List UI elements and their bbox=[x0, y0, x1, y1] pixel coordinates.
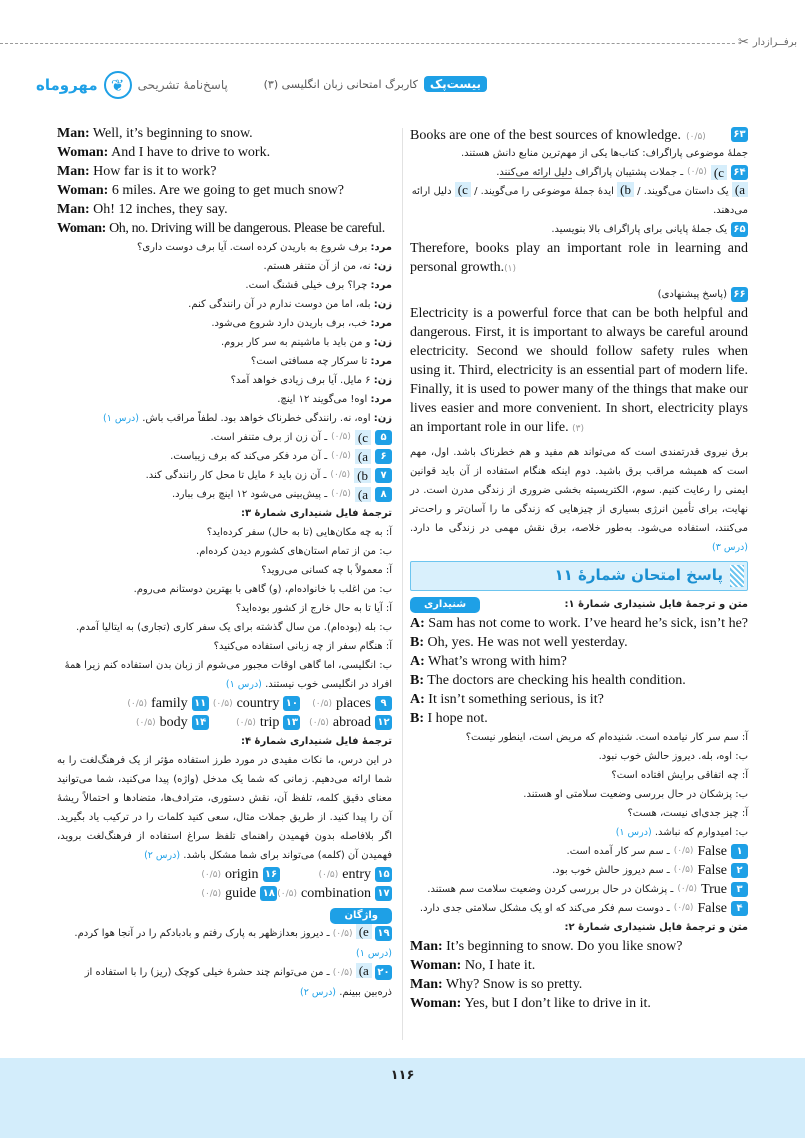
lesson-ref: (درس ۱) bbox=[103, 413, 139, 424]
line-text: Sam has not come to work. I’ve heard he’s sick, isn’t he? bbox=[428, 616, 748, 631]
mc-answer bbox=[57, 466, 392, 485]
vocab-number: ۱۴ bbox=[192, 715, 209, 730]
dialogue-line bbox=[57, 181, 392, 200]
dialogue1-line bbox=[410, 690, 748, 709]
vocab-score: (۰/۵) bbox=[127, 698, 148, 709]
mc-option: c) bbox=[355, 430, 371, 445]
tf-answer bbox=[410, 899, 748, 918]
line-text: اوه، نه. رانندگی خطرناک خواهد بود. لطفاً مراقب باش. bbox=[142, 413, 371, 424]
translation-line: آ: چه اتفاقی برایش افتاده است؟ bbox=[611, 770, 748, 781]
line-text: I hope not. bbox=[427, 711, 488, 726]
speaker: A: bbox=[410, 616, 425, 631]
translation-line bbox=[57, 238, 392, 257]
dialogue-line bbox=[57, 200, 392, 219]
translation-line bbox=[57, 390, 392, 409]
butterfly-icon: ❦ bbox=[104, 71, 132, 99]
line-text: It’s beginning to snow. Do you like snow? bbox=[446, 939, 683, 954]
vocab-answer bbox=[277, 884, 392, 903]
vocab-score: (۰/۵) bbox=[318, 869, 339, 880]
mc-answer bbox=[57, 447, 392, 466]
vocab-score: (۰/۵) bbox=[309, 717, 329, 728]
mc-answers bbox=[57, 428, 392, 504]
q19-number: ۱۹ bbox=[375, 926, 392, 941]
speaker: A: bbox=[410, 692, 425, 707]
speaker: Man: bbox=[410, 939, 443, 954]
tf-value: True bbox=[701, 882, 727, 897]
q65-answer-wrap bbox=[410, 239, 748, 279]
mc-option: b) bbox=[354, 468, 371, 483]
q65-prompt: یک جملهٔ پایانی برای پاراگراف بالا بنویسید. bbox=[551, 224, 727, 235]
vocab-number: ۱۸ bbox=[260, 886, 277, 901]
q64-row bbox=[410, 163, 748, 182]
line-text: نه، من از آن متنفر هستم. bbox=[263, 261, 371, 272]
translation-line bbox=[57, 656, 392, 694]
vocab-answer bbox=[167, 884, 277, 903]
true-false-answers bbox=[410, 842, 748, 918]
speaker: Man: bbox=[57, 164, 90, 179]
line-text: Oh, no. Driving will be dangerous. Please be careful. bbox=[109, 221, 385, 236]
speaker: A: bbox=[410, 654, 425, 669]
page-number: ۱۱۶ bbox=[390, 1068, 415, 1083]
line-text: تا سرکار چه مسافتی است؟ bbox=[250, 356, 368, 367]
tf-score: (۰/۵) bbox=[677, 884, 698, 894]
q66-row bbox=[410, 285, 748, 304]
vocab-word: places bbox=[336, 695, 371, 711]
translation-line: ب: پزشکان در حال بررسی وضعیت سلامتی او هستند. bbox=[523, 789, 748, 800]
q64-option: c) bbox=[711, 165, 727, 180]
translation-line: ب: اوه، بله. دیروز حالش خوب نبود. bbox=[598, 751, 748, 762]
dialogue1-line bbox=[410, 633, 748, 652]
cut-line bbox=[0, 43, 755, 44]
vocab-word: country bbox=[236, 695, 280, 711]
listening-tag: شنیداری bbox=[410, 597, 480, 613]
translation-line: آ: به چه مکان‌هایی (تا به حال) سفر کرده‌اید؟ bbox=[206, 527, 392, 538]
vocab-tag-row bbox=[57, 903, 392, 924]
translation-line: ب: بله (بوده‌ام). من سال گذشته برای یک سفر کاری (تجاری) به ایتالیا آمدم. bbox=[75, 622, 392, 633]
listening4-translation: در این درس، ما نکات مفیدی در مورد طرز استفاده مؤثر از یک فرهنگ‌لغت را به شما ارائه می‌دهیم. زمانی که شما یک مدخل (واژه) پیدا می‌کنید، شما می‌توانید معنای دقیق کلمه، تلفظ آن، نقش دستوری، مترادف‌ها، متضادها و احتمالاً ریشهٔ آن را پیدا کنید. از طریق جملات مثال، سعی کنید کلمات را در ترکیب یاد بگیرید. اگر بلافاصله بدون فهمیدن راهنمای تلفظ سراغ استفاده از فرهنگ‌لغت بروید، فهمیدن آن (کلمه) می‌تواند برای شما مشکل باشد. bbox=[57, 755, 392, 861]
line-text: Oh! 12 inches, they say. bbox=[93, 202, 228, 217]
translation-line bbox=[57, 257, 392, 276]
q64-opt-b-text: ایدهٔ جملهٔ موضوعی را می‌گویند. / bbox=[474, 186, 614, 197]
listening2-heading: متن و ترجمهٔ فایل شنیداری شمارهٔ ۲: bbox=[564, 922, 748, 933]
line-text: Why? Snow is so pretty. bbox=[445, 977, 583, 992]
q63-row bbox=[410, 124, 748, 144]
tf-explanation: ـ سم سر کار آمده است. bbox=[566, 846, 670, 857]
vocab-number: ۱۲ bbox=[375, 715, 392, 730]
speaker: مرد: bbox=[370, 280, 392, 291]
vocab-answer bbox=[209, 713, 301, 732]
cut-label bbox=[735, 35, 797, 50]
tf-number: ۲ bbox=[731, 863, 748, 878]
dialogue3-translation bbox=[57, 523, 392, 694]
line-text: Yes, but I don’t like to drive in it. bbox=[464, 996, 651, 1011]
line-text: چرا؟ برف خیلی قشنگ است. bbox=[245, 280, 368, 291]
translation-line bbox=[57, 352, 392, 371]
translation-text: ب: امیدوارم که نباشد. bbox=[654, 827, 748, 838]
line-text: The doctors are checking his health condition. bbox=[427, 673, 686, 688]
vocab-answers-row2 bbox=[57, 713, 392, 732]
lesson-ref: (درس ۱) bbox=[615, 827, 652, 838]
mc-score: (۰/۵) bbox=[330, 470, 351, 480]
translation-line bbox=[57, 371, 392, 390]
q65-answer: Therefore, books play an important role in learning and personal growth. bbox=[410, 241, 748, 275]
dialogue2-translation bbox=[57, 238, 392, 428]
speaker: Woman: bbox=[57, 183, 109, 198]
line-text: ۶ مایل. آیا برف زیادی خواهد آمد؟ bbox=[230, 375, 371, 386]
tf-answer bbox=[410, 861, 748, 880]
vocab-answer bbox=[117, 694, 209, 713]
q64-number: ۶۴ bbox=[731, 165, 748, 180]
answer-key-label: پاسخ‌نامهٔ تشریحی bbox=[137, 78, 228, 92]
vocab-word: entry bbox=[342, 866, 371, 882]
vocab-score: (۰/۵) bbox=[135, 717, 156, 728]
q66-translation-wrap bbox=[410, 443, 748, 557]
dialogue-line bbox=[57, 162, 392, 181]
tf-explanation: ـ سم دیروز حالش خوب بود. bbox=[552, 865, 670, 876]
vocab-answer bbox=[209, 694, 301, 713]
speaker: مرد: bbox=[370, 242, 392, 253]
line-text: No, I hate it. bbox=[464, 958, 536, 973]
mc-explanation: ـ آن زن باید ۶ مایل تا محل کار رانندگی کند. bbox=[145, 470, 327, 481]
speaker: Man: bbox=[57, 126, 90, 141]
line-text: اوه! می‌گویند ۱۲ اینچ. bbox=[277, 394, 368, 405]
line-text: 6 miles. Are we going to get much snow? bbox=[111, 183, 344, 198]
dialogue-line bbox=[57, 143, 392, 162]
speaker: B: bbox=[410, 673, 424, 688]
dialogue2-line bbox=[410, 994, 748, 1013]
vocab-number: ۱۷ bbox=[375, 886, 392, 901]
q19-score: (۰/۵) bbox=[332, 929, 353, 939]
speaker: B: bbox=[410, 635, 424, 650]
q64-opt-a: a) bbox=[732, 182, 748, 197]
column-divider bbox=[402, 128, 403, 1040]
cut-label-text: برفــرازدار bbox=[752, 37, 797, 48]
line-text: بله، اما من دوست ندارم در آن رانندگی کنم. bbox=[188, 299, 371, 310]
vocab-word: body bbox=[159, 714, 188, 730]
mc-explanation: ـ آن مرد فکر می‌کند که برف زیباست. bbox=[170, 451, 328, 462]
line-text: Oh, yes. He was not well yesterday. bbox=[427, 635, 628, 650]
dialogue1 bbox=[410, 614, 748, 728]
speaker: زن: bbox=[373, 375, 392, 386]
translation-line-last bbox=[410, 823, 748, 842]
translation-line: آ: چیز جدی‌ای نیست، هست؟ bbox=[627, 808, 748, 819]
q64-text-pre: ـ جملات پشتیبان پاراگراف bbox=[575, 167, 684, 178]
line-text: خب، برف باریدن دارد شروع می‌شود. bbox=[211, 318, 368, 329]
q66-lesson: (درس ۳) bbox=[712, 542, 748, 553]
mc-option: a) bbox=[355, 449, 371, 464]
listening1-heading-row bbox=[410, 595, 748, 614]
vocab-word: trip bbox=[259, 714, 280, 730]
tf-value: False bbox=[697, 863, 727, 878]
line-text: And I have to drive to work. bbox=[111, 145, 271, 160]
vocab-word: abroad bbox=[332, 714, 371, 730]
translation-line bbox=[57, 314, 392, 333]
vocab-number: ۱۰ bbox=[283, 696, 300, 711]
q19-row bbox=[57, 924, 392, 963]
dialogue1-line bbox=[410, 652, 748, 671]
mc-score: (۰/۵) bbox=[331, 451, 351, 461]
dialogue2-line bbox=[410, 975, 748, 994]
vocab-number: ۱۱ bbox=[192, 696, 209, 711]
q20-score: (۰/۵) bbox=[332, 968, 353, 978]
translation-text: ب: انگلیسی، اما گاهی اوقات مجبور می‌شوم از زبان بدن استفاده کنم زیرا همهٔ افراد در انگلیسی خوب نیستند. bbox=[64, 660, 392, 690]
book-pill: بیست‌پک bbox=[424, 76, 487, 92]
tf-number: ۴ bbox=[731, 901, 748, 916]
dialogue-line bbox=[57, 124, 392, 143]
scissors-icon: ✂ bbox=[737, 35, 749, 50]
tf-explanation: ـ دوست سم فکر می‌کند که او یک مشکل سلامتی جدی دارد. bbox=[419, 903, 670, 914]
mc-answer bbox=[57, 428, 392, 447]
vocab-score: (۰/۵) bbox=[236, 717, 256, 728]
mc-number: ۶ bbox=[375, 449, 392, 464]
dialogue1-line bbox=[410, 671, 748, 690]
speaker: مرد: bbox=[370, 318, 392, 329]
vocab-score: (۰/۵) bbox=[312, 698, 333, 709]
q63-number: ۶۳ bbox=[731, 127, 748, 142]
q19-explanation: ـ دیروز بعدازظهر به پارک رفتم و بادبادکم را در آنجا هوا کردم. bbox=[74, 928, 330, 939]
vocab-answer bbox=[300, 694, 392, 713]
tf-number: ۳ bbox=[731, 882, 748, 897]
left-column bbox=[57, 124, 392, 1052]
translation-line: ب: من از تمام استان‌های کشورم دیدن کرده‌ام. bbox=[196, 546, 392, 557]
vocab-word: combination bbox=[301, 885, 371, 901]
q63-score: (۰/۵) bbox=[686, 131, 706, 142]
q20-explanation: ـ من می‌توانم چند حشرهٔ خیلی کوچک (ریز) را با استفاده از ذره‌بین ببینم. bbox=[84, 967, 392, 998]
speaker: مرد: bbox=[370, 394, 392, 405]
q66-label: (پاسخ پیشنهادی) bbox=[657, 289, 727, 300]
q66-number: ۶۶ bbox=[731, 287, 748, 302]
q65-number: ۶۵ bbox=[731, 222, 748, 237]
mc-number: ۷ bbox=[375, 468, 392, 483]
translation-line bbox=[57, 409, 392, 428]
book-title: کاربرگ امتحانی زبان انگلیسی (۳) bbox=[263, 77, 418, 91]
mc-score: (۰/۵) bbox=[331, 432, 351, 442]
translation-line: آ: سم سر کار نیامده است. شنیده‌ام که مریض است، اینطور نیست؟ bbox=[465, 732, 748, 743]
q64-opt-c-text: دلیل ارائه می‌دهند. bbox=[411, 186, 748, 216]
dialogue2-line bbox=[410, 956, 748, 975]
dialogue2 bbox=[410, 937, 748, 1013]
vocab-score: (۰/۵) bbox=[212, 698, 233, 709]
line-text: What’s wrong with him? bbox=[428, 654, 567, 669]
vocab-word: family bbox=[151, 695, 188, 711]
q64-opt-a-text: یک داستان می‌گویند. / bbox=[637, 186, 729, 197]
publisher-logo bbox=[36, 71, 238, 99]
translation-line bbox=[57, 276, 392, 295]
vocab-number: ۹ bbox=[375, 696, 392, 711]
logo-text: مهروماه bbox=[36, 76, 98, 94]
q63-answer-wrap bbox=[410, 124, 727, 145]
q64-opt-c: c) bbox=[455, 182, 471, 197]
dialogue1-line bbox=[410, 709, 748, 728]
speaker: Woman: bbox=[410, 958, 462, 973]
vocab-answers-row3 bbox=[57, 865, 392, 884]
tf-score: (۰/۵) bbox=[673, 865, 694, 875]
line-text: It isn’t something serious, is it? bbox=[428, 692, 604, 707]
vocab-answers-row4 bbox=[57, 884, 392, 903]
q64-options-explained bbox=[410, 182, 748, 220]
mc-explanation: ـ آن زن از برف متنفر است. bbox=[210, 432, 328, 443]
book-badge bbox=[264, 76, 487, 92]
q66-score: (۳) bbox=[572, 424, 584, 434]
speaker: زن: bbox=[373, 413, 392, 424]
q65-score: (۱) bbox=[504, 264, 516, 274]
line-text: Well, it’s beginning to snow. bbox=[92, 126, 253, 141]
translation-line: ب: من اغلب با خانواده‌ام، (و) گاهی با بهترین دوستانم می‌روم. bbox=[133, 584, 392, 595]
vocab-word: guide bbox=[225, 885, 257, 901]
mc-score: (۰/۵) bbox=[331, 489, 351, 499]
vocab-number: ۱۳ bbox=[283, 715, 300, 730]
listening3-heading: ترجمهٔ فایل شنیداری شمارهٔ ۳: bbox=[240, 508, 392, 519]
vocab-number: ۱۵ bbox=[375, 867, 392, 882]
speaker: B: bbox=[410, 711, 424, 726]
page-footer bbox=[0, 1058, 805, 1138]
q64-text-underlined: دلیل ارائه می‌کنند bbox=[499, 167, 573, 178]
dialogue2-line bbox=[410, 937, 748, 956]
mc-option: a) bbox=[355, 487, 371, 502]
vocab-answer bbox=[117, 713, 209, 732]
tf-score: (۰/۵) bbox=[673, 903, 694, 913]
listening4-heading: ترجمهٔ فایل شنیداری شمارهٔ ۴: bbox=[240, 736, 392, 747]
speaker: زن: bbox=[373, 299, 392, 310]
lesson-ref: (درس ۲) bbox=[300, 987, 337, 998]
section-title: پاسخ امتحان شمارهٔ ۱۱ bbox=[554, 566, 723, 584]
speaker: Woman: bbox=[57, 221, 106, 236]
dialogue2-continued bbox=[57, 124, 392, 238]
lesson-ref: (درس ۲) bbox=[144, 850, 181, 861]
stripe-decoration bbox=[730, 565, 744, 587]
line-text: How far is it to work? bbox=[93, 164, 217, 179]
q20-row bbox=[57, 963, 392, 1002]
mc-number: ۸ bbox=[375, 487, 392, 502]
line-text: برف شروع به باریدن کرده است. آیا برف دوست داری؟ bbox=[137, 242, 368, 253]
q20-number: ۲۰ bbox=[375, 965, 392, 980]
tf-answer bbox=[410, 842, 748, 861]
translation-line: آ: هنگام سفر از چه زبانی استفاده می‌کنید؟ bbox=[213, 641, 392, 652]
vocab-tag: واژگان bbox=[330, 908, 392, 924]
tf-value: False bbox=[697, 844, 727, 859]
mc-explanation: ـ پیش‌بینی می‌شود ۱۲ اینچ برف ببارد. bbox=[171, 489, 328, 500]
listening1-heading: متن و ترجمهٔ فایل شنیداری شمارهٔ ۱: bbox=[564, 599, 748, 610]
vocab-answer bbox=[300, 713, 392, 732]
speaker: Man: bbox=[410, 977, 443, 992]
q65-row bbox=[410, 220, 748, 239]
q64-text-end: . bbox=[496, 167, 500, 178]
vocab-score: (۰/۵) bbox=[201, 869, 222, 880]
q64-opt-b: b) bbox=[617, 182, 634, 197]
mc-answer bbox=[57, 485, 392, 504]
vocab-score: (۰/۵) bbox=[277, 888, 297, 899]
tf-value: False bbox=[697, 901, 727, 916]
dialogue1-translation bbox=[410, 728, 748, 842]
lesson-ref: (درس ۱) bbox=[356, 948, 392, 959]
q19-option: e) bbox=[356, 924, 372, 939]
vocab-answer bbox=[167, 865, 280, 884]
speaker: مرد: bbox=[370, 356, 392, 367]
translation-line bbox=[57, 333, 392, 352]
translation-line bbox=[57, 295, 392, 314]
q66-answer: Electricity is a powerful force that can be both helpful and dangerous. First, it is important to always be careful around electricity. Second we should follow safety rules when using it. Third, electricity is an essential part of modern life. Finally, it is used to power many of the things that make our lives easier and more convenient. In short, electricity plays an important role in our life. bbox=[410, 306, 748, 435]
tf-explanation: ـ پزشکان در حال بررسی کردن وضعیت سلامت سم هستند. bbox=[427, 884, 674, 895]
dialogue-line bbox=[57, 219, 392, 238]
speaker: زن: bbox=[373, 261, 392, 272]
q20-option: a) bbox=[356, 963, 372, 978]
vocab-word: origin bbox=[225, 866, 259, 882]
translation-line: آ: معمولاً با چه کسانی می‌روید؟ bbox=[261, 565, 392, 576]
right-column bbox=[410, 124, 748, 1052]
q63-answer: Books are one of the best sources of knowledge. bbox=[410, 127, 681, 143]
listening4-translation-wrap bbox=[57, 751, 392, 865]
page-header bbox=[0, 68, 805, 100]
q66-answer-wrap bbox=[410, 304, 748, 439]
q66-translation: برق نیروی قدرتمندی است که می‌تواند هم مفید و هم خطرناک باشد. اول، مهم است که همیشه مراقب برق باشید. دوم اینکه هنگام استفاده از آن باید قوانین ایمنی را رعایت کنیم. سوم، الکتریسیته بخشی ضروری از زندگی مدرن است. در نهایت، برای تأمین انرژی بسیاری از چیزهایی که زندگی ما را آسان‌تر و راحت‌تر می‌کنند، استفاده می‌شود. به‌طور خلاصه، برق نقش مهمی در زندگی ما دارد. bbox=[410, 447, 748, 534]
mc-number: ۵ bbox=[375, 430, 392, 445]
lesson-ref: (درس ۱) bbox=[225, 679, 262, 690]
line-text: و من باید با ماشینم به سر کار بروم. bbox=[220, 337, 371, 348]
translation-line: آ: آیا تا به حال خارج از کشور بوده‌اید؟ bbox=[235, 603, 392, 614]
exam-answer-section-header bbox=[410, 561, 748, 591]
tf-score: (۰/۵) bbox=[673, 846, 694, 856]
speaker: Woman: bbox=[410, 996, 462, 1011]
speaker: Man: bbox=[57, 202, 90, 217]
vocab-number: ۱۶ bbox=[263, 867, 280, 882]
q63-translation: جملهٔ موضوعی پاراگراف: کتاب‌ها یکی از مهم‌ترین منابع دانش هستند. bbox=[460, 148, 748, 159]
vocab-answers-row1 bbox=[57, 694, 392, 713]
speaker: زن: bbox=[373, 337, 392, 348]
vocab-score: (۰/۵) bbox=[201, 888, 222, 899]
q64-text bbox=[496, 163, 683, 182]
tf-answer bbox=[410, 880, 748, 899]
q64-score: (۰/۵) bbox=[687, 167, 707, 177]
tf-number: ۱ bbox=[731, 844, 748, 859]
speaker: Woman: bbox=[57, 145, 109, 160]
dialogue1-line bbox=[410, 614, 748, 633]
vocab-answer bbox=[280, 865, 393, 884]
